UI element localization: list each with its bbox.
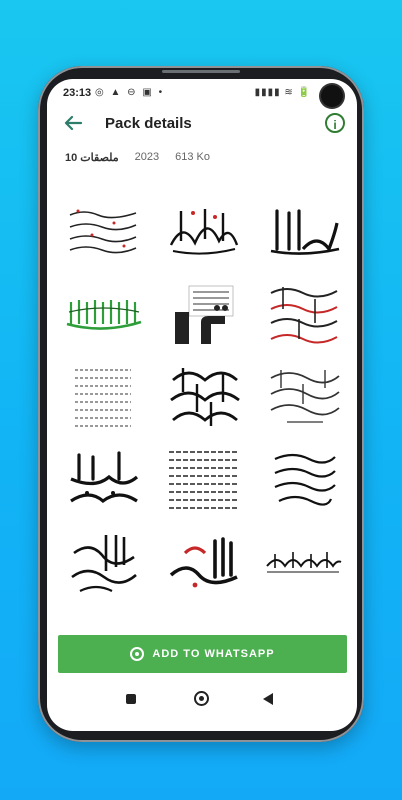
sticker-4[interactable] [53, 272, 153, 355]
calligraphy-sticker-image [263, 548, 343, 578]
status-time: 23:13 [63, 87, 92, 99]
pack-size: 613 Ko [175, 151, 211, 163]
sticker-9[interactable] [253, 355, 353, 438]
app-bar [47, 107, 357, 143]
sticker-2[interactable] [153, 189, 253, 272]
calligraphy-sticker-image [165, 446, 241, 514]
nav-back-icon[interactable] [263, 693, 273, 705]
sticker-15[interactable] [253, 521, 353, 604]
calligraphy-sticker-image [165, 535, 241, 591]
pack-year: 2023 [134, 151, 160, 163]
calligraphy-sticker-image [63, 294, 143, 334]
sticker-11[interactable] [153, 438, 253, 521]
sticker-grid [53, 189, 353, 604]
recent-apps-icon[interactable] [126, 694, 136, 704]
sticker-1[interactable] [53, 189, 153, 272]
sticker-10[interactable] [53, 438, 153, 521]
add-to-whatsapp-button[interactable] [58, 635, 347, 673]
sticker-14[interactable] [153, 521, 253, 604]
sticker-8[interactable] [153, 355, 253, 438]
calligraphy-sticker-image [65, 449, 141, 511]
sticker-5[interactable] [153, 272, 253, 355]
calligraphy-sticker-image [64, 203, 142, 259]
calligraphy-sticker-image [263, 279, 343, 349]
whatsapp-icon [130, 647, 144, 661]
sticker-3[interactable] [253, 189, 353, 272]
calligraphy-sticker-image [163, 201, 243, 261]
phone-speaker [162, 70, 240, 73]
sticker-6[interactable] [253, 272, 353, 355]
calligraphy-sticker-image [265, 449, 341, 511]
calligraphy-sticker-image [66, 531, 140, 595]
sticker-count: 10 ملصقات [65, 152, 119, 164]
calligraphy-sticker-image [163, 362, 243, 432]
sticker-7[interactable] [53, 355, 153, 438]
calligraphy-sticker-image [165, 278, 241, 350]
calligraphy-sticker-image [71, 364, 135, 430]
home-icon[interactable] [194, 691, 209, 706]
system-icons: ▮▮▮▮ ≋ 🔋 [254, 87, 311, 98]
sticker-13[interactable] [53, 521, 153, 604]
calligraphy-sticker-image [263, 364, 343, 430]
page-title: Pack details [105, 115, 192, 132]
app-screen [47, 79, 357, 731]
arrow-back-icon[interactable] [61, 111, 85, 135]
camera-cutout [321, 85, 343, 107]
add-to-whatsapp-label: ADD TO WHATSAPP [152, 648, 275, 660]
sticker-12[interactable] [253, 438, 353, 521]
calligraphy-sticker-image [263, 203, 343, 259]
system-nav-bar [47, 683, 357, 717]
pack-meta [65, 151, 210, 164]
status-bar [47, 79, 357, 107]
info-icon[interactable]: i [325, 113, 345, 133]
notification-icons: ◎ ▲ ⊖ ▣ • [95, 87, 165, 98]
